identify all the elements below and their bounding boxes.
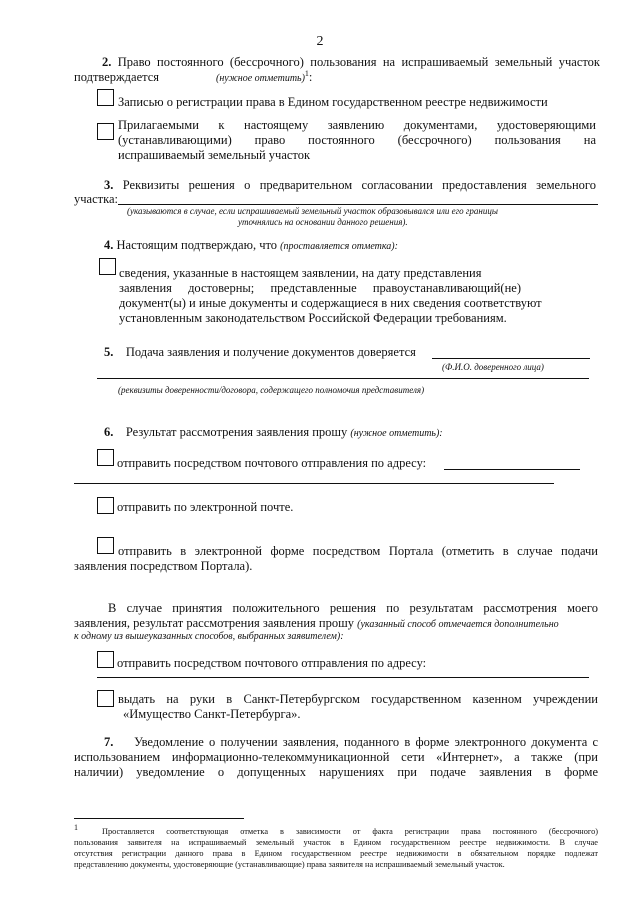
ownership-registry-checkbox[interactable] — [97, 89, 114, 106]
ownership-registry-option: Записью о регистрации права в Едином государственном реестре недвижимости — [118, 95, 548, 109]
mail-address-line-1[interactable] — [444, 469, 580, 470]
positive-decision-line2: заявления, результат рассмотрения заявления прошу (указанный способ отмечается дополнительно — [74, 616, 559, 630]
power-of-attorney-note: (реквизиты доверенности/договора, содержащего полномочия представителя) — [118, 385, 425, 395]
section-2-text: Право постоянного (бессрочного) пользования на испрашиваемый земельный участок подтверждается — [74, 55, 601, 84]
portal-delivery-line2: заявления посредством Портала). — [74, 559, 253, 573]
confirmation-line3: документ(ы) и иные документы и содержащиеся в них сведения соответствуют — [119, 296, 542, 310]
footnote-separator — [74, 818, 244, 819]
hand-delivery-checkbox[interactable] — [97, 690, 114, 707]
power-of-attorney-line[interactable] — [97, 378, 589, 379]
portal-delivery-checkbox[interactable] — [97, 537, 114, 554]
ownership-documents-line2: (устанавливающими) право постоянного (бессрочного) пользования на — [118, 133, 596, 147]
section-2-number: 2. — [102, 55, 112, 69]
ownership-documents-checkbox[interactable] — [97, 123, 114, 140]
positive-mail-option: отправить посредством почтового отправления по адресу: — [117, 656, 427, 670]
footnote-line1: Проставляется соответствующая отметка в зависимости от факта регистрации права постоянного (бессрочного) — [102, 827, 598, 836]
section-4-heading: 4. Настоящим подтверждаю, что (проставляется отметка): — [104, 238, 398, 252]
section-3-heading: 3. Реквизиты решения о предварительном согласовании предоставления земельного — [104, 178, 597, 192]
hand-delivery-line2: «Имущество Санкт-Петербурга». — [123, 707, 301, 721]
email-delivery-checkbox[interactable] — [97, 497, 114, 514]
email-delivery-option: отправить по электронной почте. — [117, 500, 294, 514]
mail-delivery-option: отправить посредством почтового отправления по адресу: — [117, 456, 427, 470]
confirmation-line1: сведения, указанные в настоящем заявлении, на дату представления — [119, 266, 482, 280]
positive-decision-line3: к одному из вышеуказанных способов, выбранных заявителем): — [74, 631, 344, 642]
footnote-block — [74, 823, 598, 870]
section-6-heading: 6. Результат рассмотрения заявления прошу (нужное отметить): — [104, 425, 443, 439]
ownership-documents-line3: испрашиваемый земельный участок — [118, 148, 311, 162]
section-7-line2: использованием информационно-телекоммуникационной сети «Интернет», а также (при — [74, 750, 598, 764]
positive-mail-address-line[interactable] — [97, 677, 589, 678]
footnote-line4: представлению документы, удостоверяющие (устанавливающие) права заявителя на испрашиваемый земельный участок. — [74, 860, 505, 869]
section-3-label: участка: — [74, 192, 119, 206]
page-number: 2 — [316, 34, 324, 49]
footnote-line3: отсутствия регистрации данного права в Едином государственном реестре недвижимости в обязательном порядке подлежат — [74, 849, 598, 858]
ownership-documents-line1: Прилагаемыми к настоящему заявлению документами, удостоверяющими — [118, 118, 596, 132]
hand-delivery-line1: выдать на руки в Санкт-Петербургском государственном казенном учреждении — [118, 692, 598, 706]
section-3-note-line2: уточнялись на основании данного решения). — [238, 217, 408, 227]
footnote-line2: пользования заявителя на испрашиваемый земельный участок в Едином государственном реестре недвижимости. В случае — [74, 838, 598, 847]
confirmation-checkbox[interactable] — [99, 258, 116, 275]
trustee-name-line[interactable] — [432, 358, 590, 359]
section-5-heading: 5. Подача заявления и получение документов доверяется — [104, 345, 416, 359]
section-2-heading — [74, 55, 600, 85]
section-3-fill-line[interactable] — [118, 204, 598, 205]
footnote-mark: 1 — [74, 823, 78, 833]
confirmation-line2: заявления достоверны; представленные правоустанавливающий(не) — [119, 281, 521, 295]
section-7-line3: наличии) уведомление о допущенных нарушениях при подаче заявления в форме — [74, 765, 598, 779]
portal-delivery-line1: отправить в электронной форме посредством Портала (отметить в случае подачи — [118, 544, 598, 558]
confirmation-line4: установленным законодательством Российской Федерации требованиям. — [119, 311, 507, 325]
mail-address-line-2[interactable] — [74, 483, 554, 484]
section-7-line1: 7. Уведомление о получении заявления, поданного в форме электронного документа с — [104, 735, 599, 749]
trustee-name-note: (Ф.И.О. доверенного лица) — [442, 362, 544, 372]
mail-delivery-checkbox[interactable] — [97, 449, 114, 466]
section-3-note-line1: (указываются в случае, если испрашиваемый земельный участок образовывался или его границы — [127, 206, 498, 216]
section-2-note: (нужное отметить)$^1$: — [216, 68, 313, 84]
positive-decision-line1: В случае принятия положительного решения по результатам рассмотрения моего — [108, 601, 598, 615]
positive-mail-checkbox[interactable] — [97, 651, 114, 668]
